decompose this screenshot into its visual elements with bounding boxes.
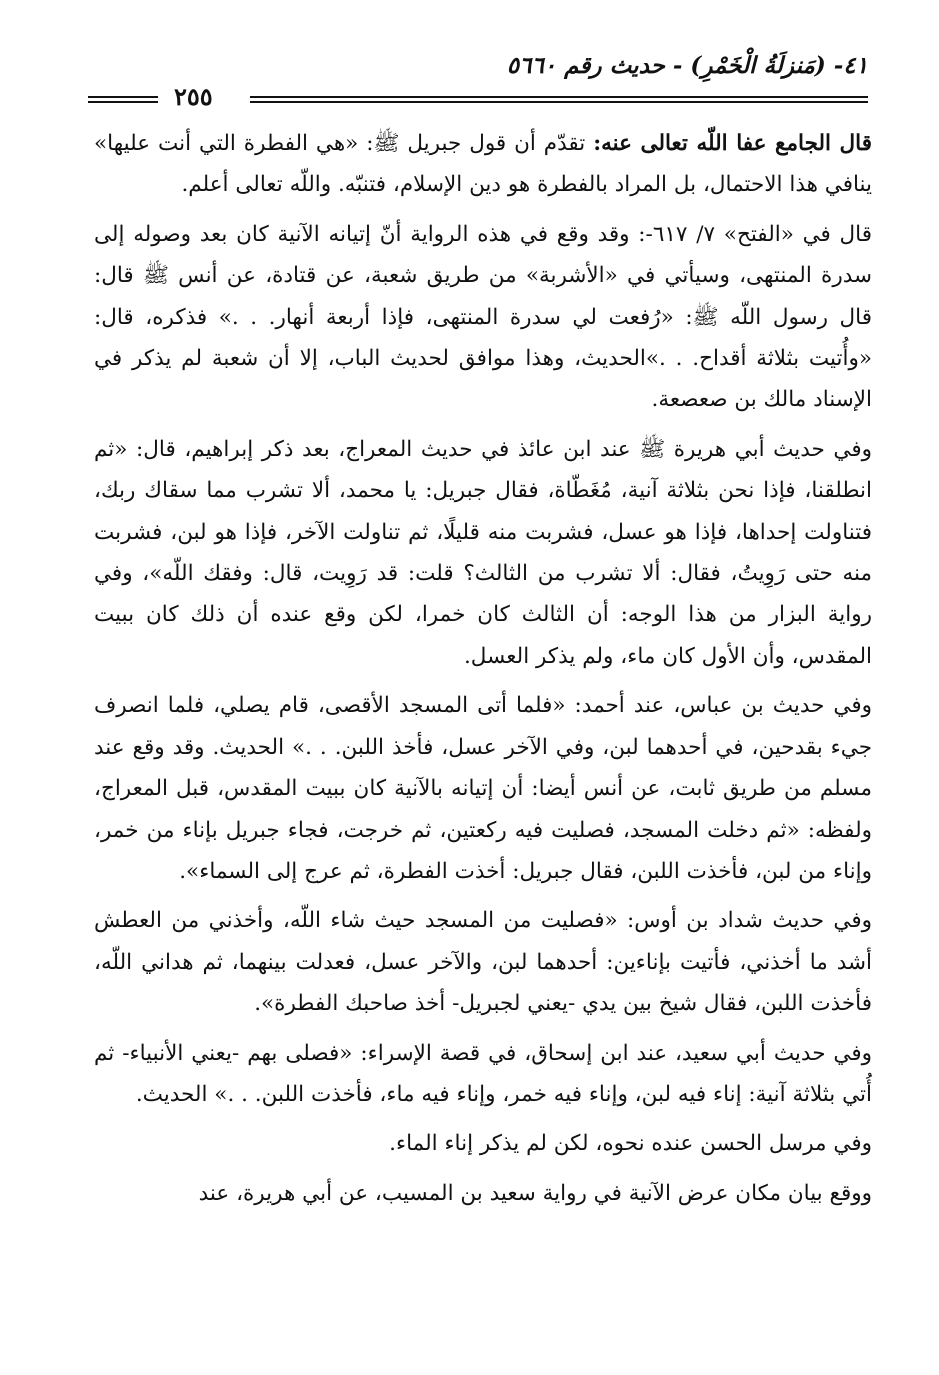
page-number: ٢٥٥ xyxy=(174,82,213,111)
paragraph xyxy=(94,685,872,892)
paragraph-text: وفي حديث شداد بن أوس: «فصليت من المسجد حيث شاء اللّه، وأخذني من العطش أشد ما أخذني، فأتيت بإناءين: أحدهما لبن، والآخر عسل، فعدلت بينهما، ثم هداني اللّه، فأخذت اللبن، فقال شيخ بين يدي -يعني لجبريل- أخذ صاحبك الفطرة». xyxy=(94,908,872,1017)
paragraph-text: وفي حديث أبي سعيد، عند ابن إسحاق، في قصة الإسراء: «فصلى بهم -يعني الأنبياء- ثم أُتي بثلاثة آنية: إناء فيه لبن، وإناء فيه خمر، وإناء فيه ماء، فأخذت اللبن. . .» الحديث. xyxy=(94,1040,872,1107)
paragraph xyxy=(94,214,872,421)
paragraph xyxy=(94,123,872,206)
page-body xyxy=(94,123,872,1222)
chapter-title: ٤١- (مَنزلَةُ الْخَمْرِ) - حديث رقم ٥٦٦٠ xyxy=(506,52,868,79)
paragraph-text: وفي حديث بن عباس، عند أحمد: «فلما أتى المسجد الأقصى، قام يصلي، فلما انصرف جيء بقدحين، في أحدهما لبن، وفي الآخر عسل، فأخذ اللبن. . .» الحديث. وقد وقع عند مسلم من طريق ثابت، عن أنس أيضا: أن إتيانه بالآنية كان ببيت المقدس، قبل المعراج، ولفظه: «ثم دخلت المسجد، فصليت فيه ركعتين، ثم خرجت، فجاء جبريل بإناء من خمر، وإناء من لبن، فأخذت اللبن، فقال جبريل: أخذت الفطرة، ثم عرج إلى السماء». xyxy=(94,693,872,884)
paragraph xyxy=(94,900,872,1024)
header-rule xyxy=(250,96,868,103)
paragraph xyxy=(94,1033,872,1116)
paragraph xyxy=(94,1123,872,1164)
paragraph-text: وفي حديث أبي هريرة ﷺ عند ابن عائذ في حديث المعراج، بعد ذكر إبراهيم، قال: «ثم انطلقنا، فإذا نحن بثلاثة آنية، مُغَطّاة، فقال جبريل: يا محمد، ألا تشرب مما سقاك ربك، فتناولت إحداها، فإذا هو عسل، فشربت منه قليلًا، ثم تناولت الآخر، فإذا هو لبن، فشربت منه حتى رَوِيتُ، فقال: ألا تشرب من الثالث؟ قلت: قد رَوِيت، قال: وفقك اللّه»، وفي رواية البزار من هذا الوجه: أن الثالث كان خمرا، لكن وقع عنده أن ذلك كان ببيت المقدس، وأن الأول كان ماء، ولم يذكر العسل. xyxy=(94,436,872,669)
paragraph-text: تقدّم أن قول جبريل ﷺ: «هي الفطرة التي أنت عليها» ينافي هذا الاحتمال، بل المراد بالفطرة هو دين الإسلام، فتنبّه. واللّه تعالى أعلم. xyxy=(94,131,872,198)
paragraph-text: وفي مرسل الحسن عنده نحوه، لكن لم يذكر إناء الماء. xyxy=(389,1131,872,1157)
paragraph xyxy=(94,1173,872,1214)
paragraph xyxy=(94,429,872,677)
paragraph-text: ووقع بيان مكان عرض الآنية في رواية سعيد بن المسيب، عن أبي هريرة، عند xyxy=(198,1180,872,1206)
header-rule-short xyxy=(88,96,158,103)
paragraph-lead: قال الجامع عفا اللّه تعالى عنه: xyxy=(593,131,872,156)
paragraph-text: قال في «الفتح» ٧/ ٦١٧-: وقد وقع في هذه الرواية أنّ إتيانه الآنية كان بعد وصوله إلى سدرة المنتهى، وسيأتي في «الأشربة» من طريق شعبة، عن قتادة، عن أنس ﷺ قال: قال رسول اللّه ﷺ: «رُفعت لي سدرة المنتهى، فإذا أربعة أنهار. . .» فذكره، قال: «وأُتيت بثلاثة أقداح. . .»الحديث، وهذا موافق لحديث الباب، إلا أن شعبة لم يذكر في الإسناد مالك بن صعصعة. xyxy=(94,221,873,413)
running-header xyxy=(88,52,868,111)
